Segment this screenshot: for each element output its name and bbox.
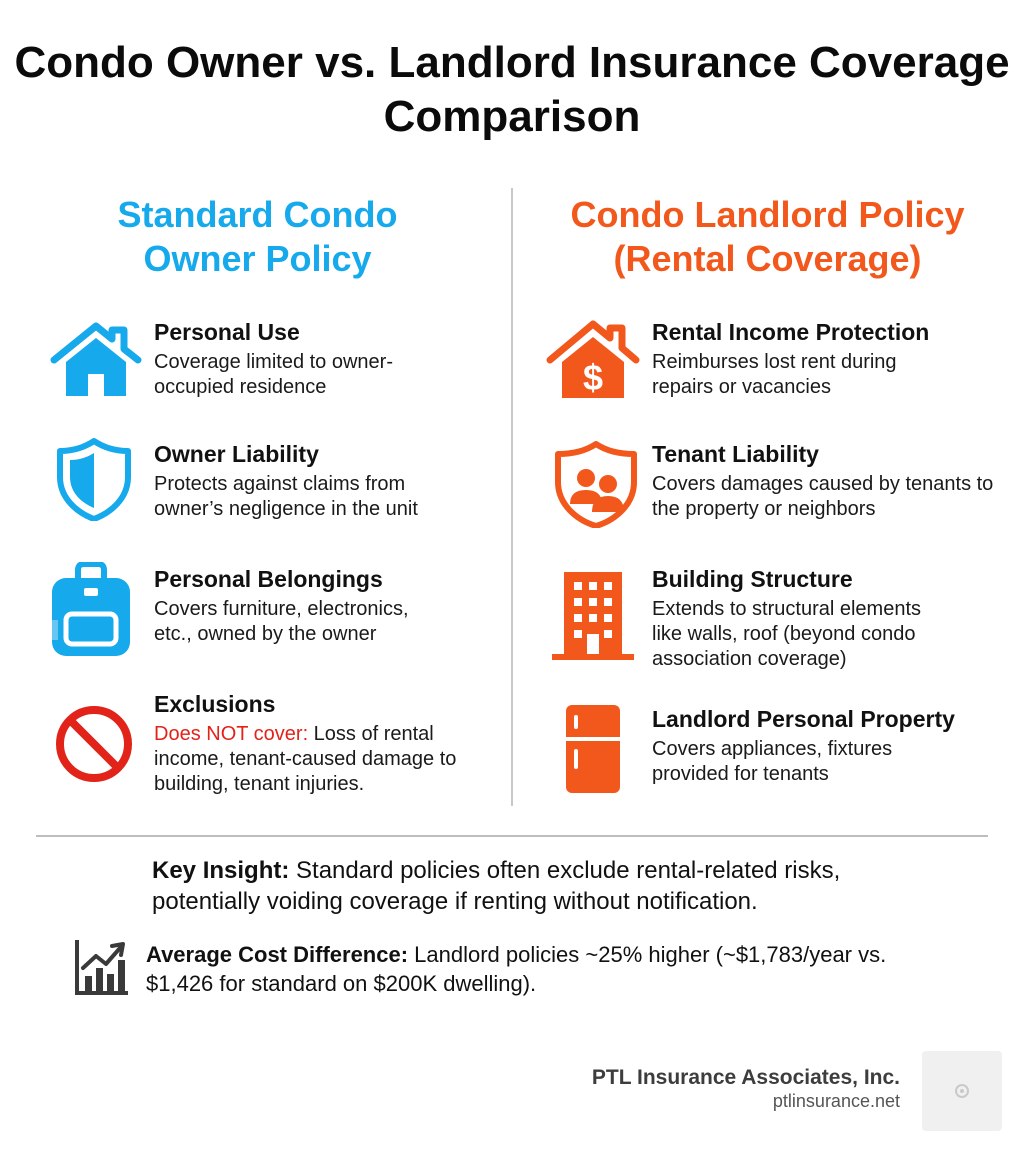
prohibited-icon [54,704,134,784]
personal-belongings-title: Personal Belongings [154,566,383,592]
column-divider [511,188,513,806]
key-insight-text: Standard policies often exclude rental-related risks, potentially voiding coverage if renting without notification. [152,857,841,915]
cost-difference-label: Average Cost Difference: [146,942,409,967]
building-structure-title: Building Structure [652,566,853,592]
house-dollar-icon [546,320,640,400]
exclusions-detail: Loss of rental income, tenant-caused damage to building, tenant injuries. [154,723,457,795]
rental-income-text: Reimburses lost rent during repairs or vacancies [652,351,897,398]
owner-liability-title: Owner Liability [154,441,319,467]
personal-use-text: Coverage limited to owner-occupied residence [154,351,393,398]
company-name: PTL Insurance Associates, Inc. [591,1066,900,1089]
exclusions-text [154,722,464,797]
refrigerator-icon [564,703,622,795]
backpack-icon [50,562,132,658]
shield-people-icon [554,440,638,528]
svg-text:$: $ [582,357,604,398]
company-logo [922,1051,1002,1131]
building-structure-text: Extends to structural elements like walls, roof (beyond condo association coverage) [652,598,922,670]
landlord-policy-heading: Condo Landlord Policy (Rental Coverage) [570,194,965,279]
cost-difference [146,940,946,998]
company-url[interactable]: ptlinsurance.net [772,1091,900,1111]
personal-use-title: Personal Use [154,319,300,345]
house-icon [50,322,142,398]
key-insight [152,855,912,917]
landlord-property-text: Covers appliances, fixtures provided for tenants [652,738,893,785]
landlord-property-title: Landlord Personal Property [652,706,955,732]
tenant-liability-text: Covers damages caused by tenants to the property or neighbors [652,473,994,520]
personal-belongings-text: Covers furniture, electronics, etc., owned by the owner [154,598,409,645]
cost-difference-text: Landlord policies ~25% higher (~$1,783/year vs. $1,426 for standard on $200K dwelling). [146,942,887,996]
building-icon [552,568,634,662]
page-title: Condo Owner vs. Landlord Insurance Coverage Comparison [14,38,1010,141]
shield-icon [56,437,132,521]
chart-growth-icon [74,938,130,996]
exclusions-title: Exclusions [154,691,276,717]
key-insight-label: Key Insight: [152,857,290,884]
rental-income-title: Rental Income Protection [652,319,930,345]
logo-icon [922,1051,1002,1131]
owner-policy-heading: Standard Condo Owner Policy [117,194,398,279]
tenant-liability-title: Tenant Liability [652,441,819,467]
section-divider [36,835,988,837]
owner-liability-text: Protects against claims from owner’s negligence in the unit [154,473,418,520]
exclusions-warning: Does NOT cover: [154,723,309,745]
